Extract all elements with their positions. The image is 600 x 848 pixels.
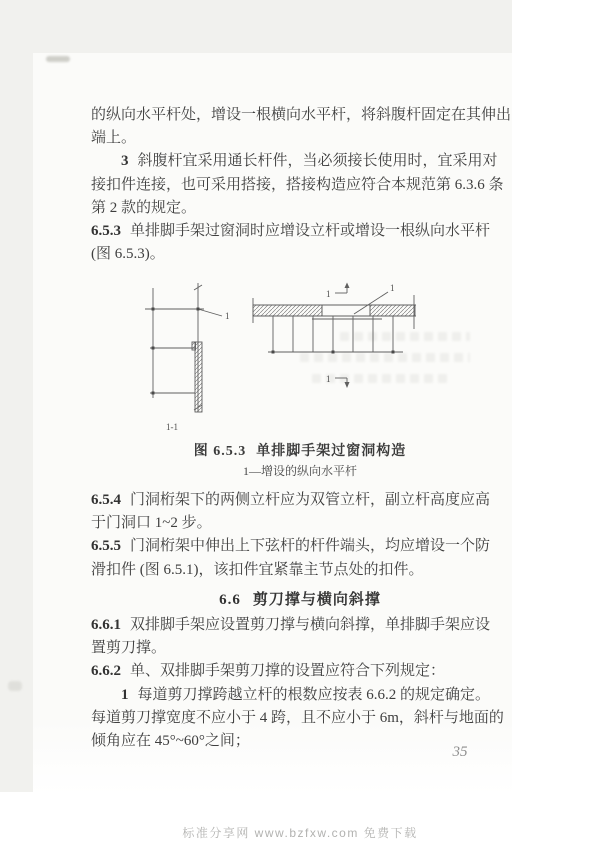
line-text: 滑扣件 (图 6.5.1)，该扣件宜紧靠主节点处的扣件。 bbox=[91, 561, 424, 578]
text-line bbox=[91, 512, 513, 535]
text-line bbox=[91, 637, 513, 660]
section-mark-top: 1 bbox=[326, 289, 331, 299]
scan-margin-left bbox=[0, 0, 33, 792]
text-line bbox=[91, 243, 513, 266]
line-text: 倾角应在 45°~60°之间； bbox=[91, 732, 250, 749]
clause-number: 6.6.2 bbox=[91, 663, 121, 680]
line-text: 门洞桁架下的两侧立杆应为双管立杆，副立杆高度应高 bbox=[130, 492, 491, 508]
clause-number: 6.5.3 bbox=[91, 222, 121, 239]
figure-caption bbox=[60, 440, 540, 460]
figure-callout-1-right: 1 bbox=[390, 283, 395, 293]
text-line bbox=[91, 707, 513, 730]
text-line bbox=[91, 535, 513, 558]
figure-legend: 1—增设的纵向水平杆 bbox=[242, 464, 357, 478]
figure-section-label: 1-1 bbox=[166, 422, 178, 432]
text-line bbox=[91, 684, 513, 707]
line-text: 于门洞口 1~2 步。 bbox=[91, 515, 212, 532]
text-line bbox=[91, 220, 513, 243]
line-text: 斜腹杆宜采用通长杆件，当必须接长使用时，宜采用对 bbox=[137, 153, 498, 170]
line-text: 置剪刀撑。 bbox=[91, 640, 167, 657]
line-text: 双排脚手架应设置剪刀撑与横向斜撑，单排脚手架应设 bbox=[130, 617, 491, 633]
plan-view bbox=[253, 283, 416, 389]
clause-number: 6.6.1 bbox=[91, 617, 121, 633]
figure-scaffold-window-opening bbox=[128, 281, 428, 436]
watermark-text: 标准分享网 www.bzfxw.com 免费下载 bbox=[182, 826, 418, 840]
section-title: 剪刀撑与横向斜撑 bbox=[252, 592, 381, 608]
text-line bbox=[91, 127, 513, 150]
paragraph-block-3 bbox=[91, 614, 513, 753]
scan-margin-top bbox=[0, 0, 512, 53]
line-text: (图 6.5.3)。 bbox=[91, 246, 165, 263]
line-text: 门洞桁架中伸出上下弦杆的杆件端头，均应增设一个防 bbox=[130, 538, 491, 555]
clause-number: 1 bbox=[121, 686, 129, 703]
line-text: 接扣件连接，也可采用搭接，搭接构造应符合本规范第 6.3.6 条 bbox=[91, 176, 504, 193]
scan-artifact bbox=[8, 681, 22, 691]
line-text: 单、双排脚手架剪刀撑的设置应符合下列规定： bbox=[130, 663, 446, 680]
line-text: 每道剪刀撑跨越立杆的根数应按表 6.6.2 的规定确定。 bbox=[137, 686, 491, 703]
line-text: 端上。 bbox=[91, 130, 137, 147]
section-mark-bottom: 1 bbox=[326, 374, 331, 384]
paragraph-block-2 bbox=[91, 489, 513, 582]
scan-artifact bbox=[46, 56, 70, 62]
text-line bbox=[91, 660, 513, 683]
text-line bbox=[91, 489, 513, 512]
text-line bbox=[91, 174, 513, 197]
text-line bbox=[91, 104, 513, 127]
text-line bbox=[91, 197, 513, 220]
section-heading bbox=[60, 588, 540, 609]
line-text: 每道剪刀撑宽度不应小于 4 跨，且不应小于 6m，斜杆与地面的 bbox=[91, 709, 504, 726]
text-line bbox=[91, 614, 513, 637]
text-line bbox=[91, 150, 513, 173]
figure-number: 图 6.5.3 bbox=[193, 444, 247, 459]
clause-number: 6.5.4 bbox=[91, 492, 121, 508]
text-line bbox=[91, 559, 513, 582]
line-text: 单排脚手架过窗洞时应增设立杆或增设一根纵向水平杆 bbox=[130, 222, 491, 239]
section-view-1-1 bbox=[145, 283, 222, 412]
line-text: 的纵向水平杆处，增设一根横向水平杆，将斜腹杆固定在其伸出 bbox=[91, 107, 512, 123]
figure-title: 单排脚手架过窗洞构造 bbox=[256, 444, 407, 459]
paragraph-block-1 bbox=[91, 104, 513, 266]
clause-number: 3 bbox=[121, 153, 129, 170]
page-number: 35 bbox=[452, 744, 468, 760]
figure-callout-1-left: 1 bbox=[225, 311, 230, 321]
clause-number: 6.5.5 bbox=[91, 538, 121, 555]
line-text: 第 2 款的规定。 bbox=[91, 199, 197, 216]
section-number: 6.6 bbox=[219, 592, 241, 608]
